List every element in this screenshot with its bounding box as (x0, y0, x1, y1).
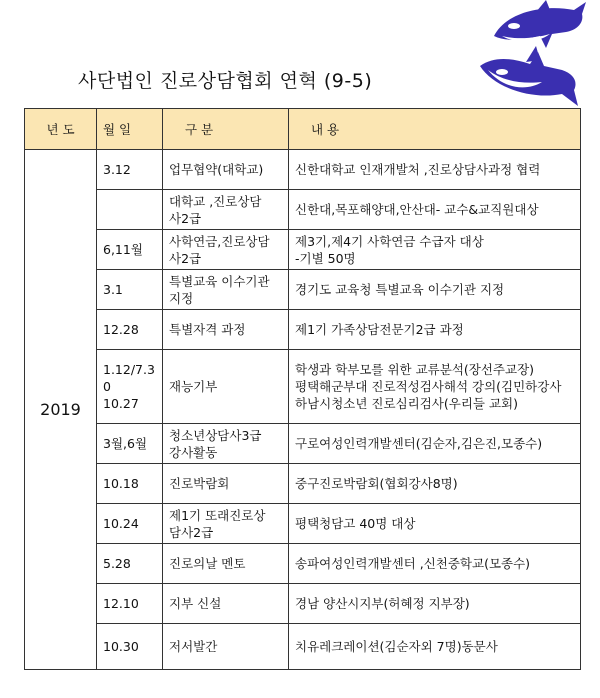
category-text: 저서발간 (169, 639, 218, 654)
table-row (25, 624, 581, 670)
table-row (25, 424, 581, 464)
content-text: 경기도 교육청 특별교육 이수기관 지정 (295, 282, 505, 297)
month-text: 0 (103, 379, 111, 394)
table-row (25, 230, 581, 270)
table-row (25, 544, 581, 584)
cell-content (289, 464, 581, 504)
content-text: 중구진로박람회(협회강사8명) (295, 476, 458, 491)
page-title: 사단법인 진로상담협회 연혁 (9-5) (78, 70, 373, 92)
content-text: 평택청담고 40명 대상 (295, 516, 416, 531)
content-text: 하남시청소년 진로심리검사(우리들 교회) (295, 396, 518, 411)
month-text: 10.30 (103, 639, 139, 654)
cell-month (97, 350, 163, 424)
content-text: 경남 양산시지부(허혜정 지부장) (295, 596, 470, 611)
cell-category (163, 190, 289, 230)
month-text: 3.12 (103, 162, 131, 177)
month-text: 12.28 (103, 322, 139, 337)
header-content: 내 용 (289, 109, 581, 150)
cell-category (163, 310, 289, 350)
cell-category (163, 584, 289, 624)
table-row (25, 584, 581, 624)
category-text: 사2급 (169, 250, 202, 266)
category-text: 특별자격 과정 (169, 322, 246, 337)
cell-category (163, 230, 289, 270)
cell-content (289, 584, 581, 624)
month-text: 3월,6월 (103, 436, 148, 451)
category-text: 대학교 ,진로상담 (169, 193, 262, 209)
month-text: 10.24 (103, 516, 139, 531)
content-text: 평택해군부대 진로적성검사해석 강의(김민하강사 (295, 379, 562, 394)
content-text: 제3기,제4기 사학연금 수급자 대상 (295, 233, 484, 249)
cell-month (97, 424, 163, 464)
content-text: 신한대,목포해양대,안산대- 교수&교직원대상 (295, 202, 539, 217)
category-text: 진로의날 멘토 (169, 556, 246, 571)
cell-content (289, 310, 581, 350)
content-text: 제1기 가족상담전문기2급 과정 (295, 322, 464, 337)
cell-category (163, 350, 289, 424)
cell-month (97, 504, 163, 544)
category-text: 사2급 (169, 210, 202, 226)
cell-category (163, 464, 289, 504)
cell-month (97, 310, 163, 350)
header-category: 구 분 (163, 109, 289, 150)
cell-month (97, 190, 163, 230)
table-row (25, 190, 581, 230)
category-text: 사학연금,진로상담 (169, 233, 270, 249)
category-text: 재능기부 (169, 379, 218, 394)
cell-year: 2019 (25, 150, 97, 670)
cell-month (97, 624, 163, 670)
table-row (25, 504, 581, 544)
cell-content (289, 624, 581, 670)
month-text: 3.1 (103, 282, 123, 297)
content-text: 신한대학교 인재개발처 ,진로상담사과정 협력 (295, 162, 541, 177)
cell-content (289, 190, 581, 230)
category-text: 제1기 또래진로상 (169, 507, 266, 523)
cell-category (163, 624, 289, 670)
month-text: 10.27 (103, 396, 139, 411)
table-row (25, 310, 581, 350)
category-text: 특별교육 이수기관 (169, 273, 270, 289)
category-text: 지정 (169, 290, 194, 306)
cell-content (289, 350, 581, 424)
header-year: 년 도 (25, 109, 97, 150)
content-text: 송파여성인력개발센터 ,신천중학교(모종수) (295, 556, 531, 571)
category-text: 진로박람회 (169, 476, 230, 491)
cell-month (97, 544, 163, 584)
month-text: 6,11월 (103, 242, 143, 257)
month-text: 10.18 (103, 476, 139, 491)
category-text: 청소년상담사3급 (169, 427, 262, 443)
cell-month (97, 270, 163, 310)
header-month: 월 일 (97, 109, 163, 150)
category-text: 업무협약(대학교) (169, 162, 264, 177)
month-text: 1.12/7.3 (103, 362, 155, 377)
month-text: 12.10 (103, 596, 139, 611)
history-table (24, 108, 581, 670)
cell-month (97, 584, 163, 624)
content-text: 구로여성인력개발센터(김순자,김은진,모종수) (295, 436, 543, 451)
category-text: 담사2급 (169, 524, 214, 540)
table-row (25, 150, 581, 190)
cell-month (97, 150, 163, 190)
table-row (25, 270, 581, 310)
cell-content (289, 270, 581, 310)
content-text: 학생과 학부모를 위한 교류분석(장선주교장) (295, 362, 535, 377)
cell-content (289, 504, 581, 544)
cell-month (97, 230, 163, 270)
header-row (25, 109, 581, 150)
cell-content (289, 150, 581, 190)
orca-icon (478, 44, 582, 108)
category-text: 강사활동 (169, 444, 218, 460)
table-row (25, 350, 581, 424)
cell-category (163, 270, 289, 310)
month-text: 5.28 (103, 556, 131, 571)
cell-content (289, 424, 581, 464)
table-row (25, 464, 581, 504)
cell-month (97, 464, 163, 504)
cell-content (289, 230, 581, 270)
category-text: 지부 신설 (169, 596, 222, 611)
cell-category (163, 544, 289, 584)
content-text: 치유레크레이션(김순자외 7명)동문사 (295, 639, 498, 654)
cell-content (289, 544, 581, 584)
content-text: -기별 50명 (295, 250, 356, 266)
cell-category (163, 504, 289, 544)
cell-category (163, 150, 289, 190)
cell-category (163, 424, 289, 464)
